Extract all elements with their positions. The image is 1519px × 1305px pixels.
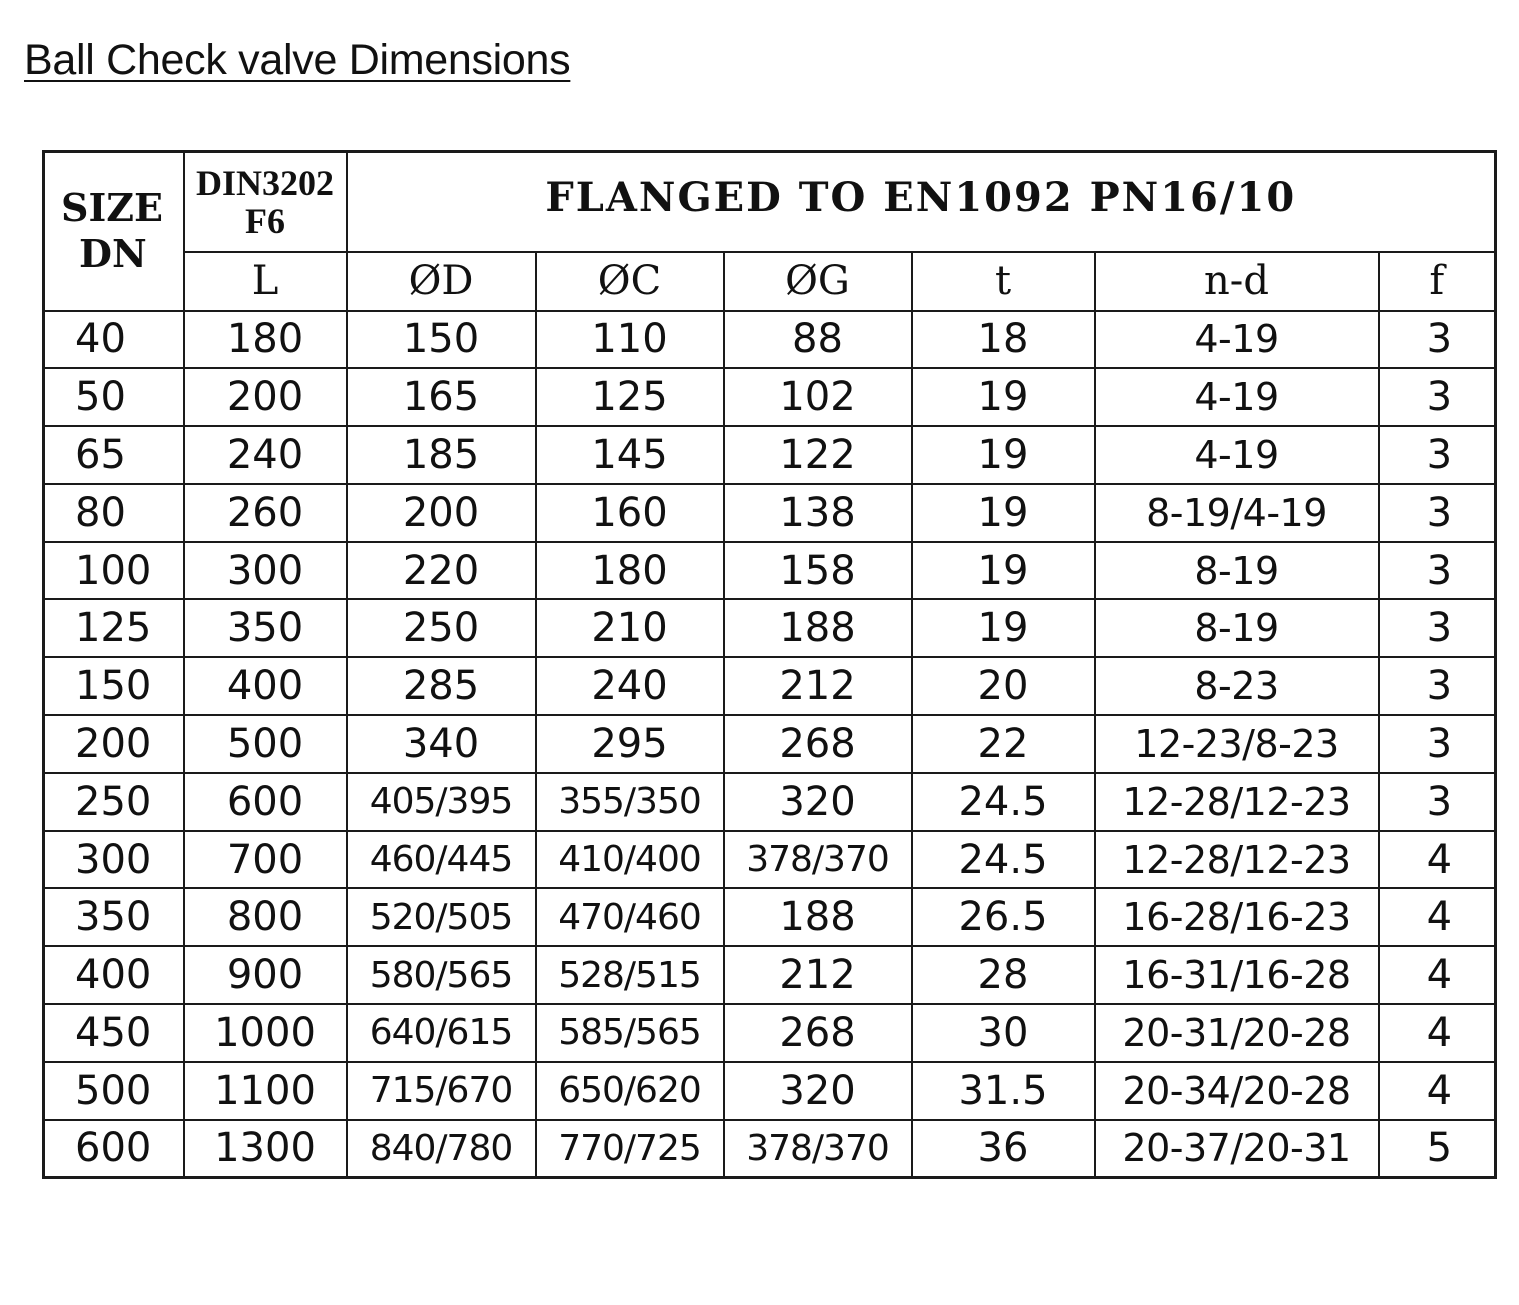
cell-od: 340 [347, 715, 536, 773]
cell-oc: 110 [536, 311, 724, 369]
table-row [44, 542, 1496, 600]
table-row [44, 831, 1496, 889]
cell-size: 40 [44, 311, 184, 369]
cell-l: 300 [184, 542, 347, 600]
cell-oc: 240 [536, 657, 724, 715]
cell-f: 4 [1379, 888, 1496, 946]
cell-od: 185 [347, 426, 536, 484]
column-header-od: ØD [347, 252, 536, 311]
cell-l: 500 [184, 715, 347, 773]
table-row [44, 657, 1496, 715]
cell-od: 165 [347, 368, 536, 426]
cell-l: 700 [184, 831, 347, 889]
table-row [44, 1062, 1496, 1120]
cell-f: 5 [1379, 1120, 1496, 1178]
cell-size: 125 [44, 599, 184, 657]
cell-l: 200 [184, 368, 347, 426]
table-row [44, 715, 1496, 773]
cell-oc: 650/620 [536, 1062, 724, 1120]
cell-size: 300 [44, 831, 184, 889]
cell-l: 260 [184, 484, 347, 542]
cell-t: 26.5 [912, 888, 1095, 946]
cell-nd: 8-19 [1095, 542, 1379, 600]
cell-t: 19 [912, 542, 1095, 600]
cell-t: 28 [912, 946, 1095, 1004]
size-dn-header [44, 152, 184, 311]
cell-size: 600 [44, 1120, 184, 1178]
column-header-nd: n-d [1095, 252, 1379, 311]
size-header-label: SIZE [61, 185, 163, 231]
cell-size: 80 [44, 484, 184, 542]
cell-size: 250 [44, 773, 184, 831]
cell-oc: 295 [536, 715, 724, 773]
header-row-columns [44, 252, 1496, 311]
column-header-t: t [912, 252, 1095, 311]
cell-t: 18 [912, 311, 1095, 369]
cell-og: 188 [724, 599, 912, 657]
din-header-label: DIN3202 [195, 162, 334, 203]
cell-od: 285 [347, 657, 536, 715]
cell-l: 180 [184, 311, 347, 369]
cell-l: 1000 [184, 1004, 347, 1062]
cell-og: 102 [724, 368, 912, 426]
column-header-l: L [184, 252, 347, 311]
cell-oc: 528/515 [536, 946, 724, 1004]
cell-og: 268 [724, 715, 912, 773]
dimensions-table [42, 150, 1497, 1179]
cell-l: 800 [184, 888, 347, 946]
f6-header-label: F6 [245, 200, 285, 241]
cell-f: 3 [1379, 426, 1496, 484]
cell-nd: 16-28/16-23 [1095, 888, 1379, 946]
cell-og: 378/370 [724, 1120, 912, 1178]
cell-og: 212 [724, 946, 912, 1004]
cell-t: 22 [912, 715, 1095, 773]
cell-l: 1100 [184, 1062, 347, 1120]
cell-og: 268 [724, 1004, 912, 1062]
cell-oc: 770/725 [536, 1120, 724, 1178]
cell-size: 200 [44, 715, 184, 773]
cell-od: 640/615 [347, 1004, 536, 1062]
cell-nd: 16-31/16-28 [1095, 946, 1379, 1004]
cell-t: 19 [912, 484, 1095, 542]
cell-l: 350 [184, 599, 347, 657]
cell-f: 3 [1379, 368, 1496, 426]
flanged-header: FLANGED TO EN1092 PN16/10 [347, 152, 1496, 252]
table-row [44, 426, 1496, 484]
cell-f: 4 [1379, 1062, 1496, 1120]
cell-size: 400 [44, 946, 184, 1004]
table-row [44, 1004, 1496, 1062]
cell-f: 3 [1379, 599, 1496, 657]
cell-og: 88 [724, 311, 912, 369]
cell-f: 4 [1379, 946, 1496, 1004]
table-row [44, 1120, 1496, 1178]
cell-nd: 12-28/12-23 [1095, 831, 1379, 889]
cell-nd: 20-34/20-28 [1095, 1062, 1379, 1120]
cell-oc: 160 [536, 484, 724, 542]
cell-t: 19 [912, 426, 1095, 484]
cell-og: 212 [724, 657, 912, 715]
cell-size: 450 [44, 1004, 184, 1062]
cell-od: 460/445 [347, 831, 536, 889]
cell-nd: 8-19 [1095, 599, 1379, 657]
cell-od: 150 [347, 311, 536, 369]
table-row [44, 484, 1496, 542]
cell-t: 30 [912, 1004, 1095, 1062]
cell-og: 378/370 [724, 831, 912, 889]
cell-f: 3 [1379, 773, 1496, 831]
cell-oc: 180 [536, 542, 724, 600]
cell-nd: 12-28/12-23 [1095, 773, 1379, 831]
cell-nd: 8-23 [1095, 657, 1379, 715]
cell-t: 20 [912, 657, 1095, 715]
cell-od: 840/780 [347, 1120, 536, 1178]
cell-f: 3 [1379, 657, 1496, 715]
cell-od: 715/670 [347, 1062, 536, 1120]
cell-oc: 145 [536, 426, 724, 484]
cell-f: 4 [1379, 831, 1496, 889]
cell-nd: 20-31/20-28 [1095, 1004, 1379, 1062]
cell-nd: 8-19/4-19 [1095, 484, 1379, 542]
cell-size: 150 [44, 657, 184, 715]
table-row [44, 773, 1496, 831]
table-body [44, 311, 1496, 1178]
cell-og: 188 [724, 888, 912, 946]
cell-og: 122 [724, 426, 912, 484]
cell-t: 19 [912, 599, 1095, 657]
cell-od: 220 [347, 542, 536, 600]
header-row-primary [44, 152, 1496, 252]
cell-og: 158 [724, 542, 912, 600]
column-header-oc: ØC [536, 252, 724, 311]
cell-t: 19 [912, 368, 1095, 426]
cell-t: 24.5 [912, 773, 1095, 831]
din-f6-header [184, 152, 347, 252]
cell-oc: 355/350 [536, 773, 724, 831]
dn-header-label: DN [79, 231, 147, 277]
cell-nd: 4-19 [1095, 368, 1379, 426]
cell-nd: 12-23/8-23 [1095, 715, 1379, 773]
column-header-og: ØG [724, 252, 912, 311]
cell-og: 138 [724, 484, 912, 542]
cell-oc: 410/400 [536, 831, 724, 889]
cell-size: 100 [44, 542, 184, 600]
cell-f: 4 [1379, 1004, 1496, 1062]
cell-f: 3 [1379, 484, 1496, 542]
cell-size: 50 [44, 368, 184, 426]
cell-oc: 585/565 [536, 1004, 724, 1062]
cell-size: 65 [44, 426, 184, 484]
cell-nd: 4-19 [1095, 311, 1379, 369]
cell-og: 320 [724, 1062, 912, 1120]
table-row [44, 888, 1496, 946]
cell-oc: 470/460 [536, 888, 724, 946]
cell-l: 900 [184, 946, 347, 1004]
cell-oc: 125 [536, 368, 724, 426]
cell-l: 1300 [184, 1120, 347, 1178]
cell-t: 31.5 [912, 1062, 1095, 1120]
cell-l: 240 [184, 426, 347, 484]
cell-f: 3 [1379, 311, 1496, 369]
cell-f: 3 [1379, 715, 1496, 773]
cell-l: 600 [184, 773, 347, 831]
table-row [44, 599, 1496, 657]
column-header-f: f [1379, 252, 1496, 311]
page-title: Ball Check valve Dimensions [24, 36, 571, 84]
cell-od: 405/395 [347, 773, 536, 831]
cell-size: 350 [44, 888, 184, 946]
table-row [44, 368, 1496, 426]
cell-og: 320 [724, 773, 912, 831]
cell-nd: 20-37/20-31 [1095, 1120, 1379, 1178]
cell-od: 520/505 [347, 888, 536, 946]
cell-f: 3 [1379, 542, 1496, 600]
cell-t: 24.5 [912, 831, 1095, 889]
cell-oc: 210 [536, 599, 724, 657]
cell-od: 200 [347, 484, 536, 542]
cell-size: 500 [44, 1062, 184, 1120]
cell-l: 400 [184, 657, 347, 715]
cell-nd: 4-19 [1095, 426, 1379, 484]
cell-t: 36 [912, 1120, 1095, 1178]
table-row [44, 311, 1496, 369]
cell-od: 250 [347, 599, 536, 657]
table-row [44, 946, 1496, 1004]
cell-od: 580/565 [347, 946, 536, 1004]
